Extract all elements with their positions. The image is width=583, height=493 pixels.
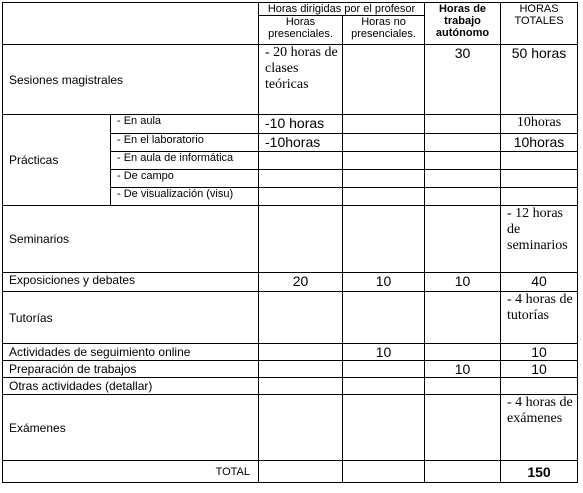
empty-cell	[343, 395, 425, 461]
row-label-practicas: Prácticas	[3, 115, 111, 206]
examenes-total: - 4 horas de exámenes	[501, 395, 578, 461]
empty-cell	[425, 395, 501, 461]
header-totales: HORAS TOTALES	[501, 3, 578, 45]
header-no-presenciales: Horas no presenciales.	[343, 16, 425, 45]
exposiciones-presenciales: 20	[259, 273, 343, 292]
seminarios-total: - 12 horas de seminarios	[501, 206, 578, 273]
empty-cell	[425, 206, 501, 273]
row-label-exposiciones: Exposiciones y debates	[3, 273, 259, 292]
empty-cell	[259, 461, 343, 483]
exposiciones-autonomo: 10	[425, 273, 501, 292]
row-label-otras: Otras actividades (detallar)	[3, 378, 259, 395]
header-empty-cell	[3, 3, 259, 45]
empty-cell	[343, 170, 425, 188]
seguimiento-no-presenciales: 10	[343, 344, 425, 361]
empty-cell	[425, 152, 501, 170]
empty-cell	[343, 292, 425, 344]
row-label-seguimiento: Actividades de seguimiento online	[3, 344, 259, 361]
empty-cell	[259, 361, 343, 378]
practicas-presenciales: -10horas	[259, 134, 343, 152]
sesiones-presenciales: - 20 horas de clases teóricas	[259, 45, 343, 115]
empty-cell	[501, 188, 578, 206]
empty-cell	[343, 361, 425, 378]
empty-cell	[501, 170, 578, 188]
empty-cell	[425, 344, 501, 361]
empty-cell	[259, 344, 343, 361]
exposiciones-no-presenciales: 10	[343, 273, 425, 292]
empty-cell	[425, 115, 501, 134]
sesiones-total: 50 horas	[501, 45, 578, 115]
tutorias-total: - 4 horas de tutorías	[501, 292, 578, 344]
practicas-total: 10horas	[501, 115, 578, 134]
practicas-sub-label: - En aula de informática	[111, 152, 259, 170]
exposiciones-total: 40	[501, 273, 578, 292]
total-value: 150	[501, 461, 578, 483]
preparacion-autonomo: 10	[425, 361, 501, 378]
header-presenciales: Horas presenciales.	[259, 16, 343, 45]
empty-cell	[259, 395, 343, 461]
empty-cell	[259, 206, 343, 273]
header-group-label: Horas dirigidas por el profesor	[259, 3, 425, 16]
empty-cell	[343, 152, 425, 170]
empty-cell	[425, 134, 501, 152]
empty-cell	[259, 170, 343, 188]
row-label-tutorias: Tutorías	[3, 292, 259, 344]
seguimiento-total: 10	[501, 344, 578, 361]
practicas-total: 10horas	[501, 134, 578, 152]
empty-cell	[343, 188, 425, 206]
row-label-examenes: Exámenes	[3, 395, 259, 461]
empty-cell	[425, 170, 501, 188]
sesiones-no-presenciales	[343, 45, 425, 115]
practicas-sub-label: - De visualización (visu)	[111, 188, 259, 206]
preparacion-total: 10	[501, 361, 578, 378]
row-label-sesiones: Sesiones magistrales	[3, 45, 259, 115]
empty-cell	[259, 292, 343, 344]
empty-cell	[343, 378, 425, 395]
practicas-presenciales: -10 horas	[259, 115, 343, 134]
header-autonomo: Horas de trabajo autónomo	[425, 3, 501, 45]
empty-cell	[343, 134, 425, 152]
empty-cell	[501, 152, 578, 170]
empty-cell	[259, 378, 343, 395]
empty-cell	[425, 188, 501, 206]
empty-cell	[259, 152, 343, 170]
empty-cell	[501, 378, 578, 395]
hours-table	[2, 2, 578, 483]
practicas-sub-label: - De campo	[111, 170, 259, 188]
empty-cell	[425, 292, 501, 344]
empty-cell	[425, 378, 501, 395]
practicas-sub-label: - En el laboratorio	[111, 134, 259, 152]
empty-cell	[343, 461, 425, 483]
row-label-preparacion: Preparación de trabajos	[3, 361, 259, 378]
sesiones-autonomo: 30	[425, 45, 501, 115]
empty-cell	[343, 206, 425, 273]
empty-cell	[343, 115, 425, 134]
practicas-sub-label: - En aula	[111, 115, 259, 134]
total-label: TOTAL	[3, 461, 259, 483]
empty-cell	[259, 188, 343, 206]
row-label-seminarios: Seminarios	[3, 206, 259, 273]
empty-cell	[425, 461, 501, 483]
